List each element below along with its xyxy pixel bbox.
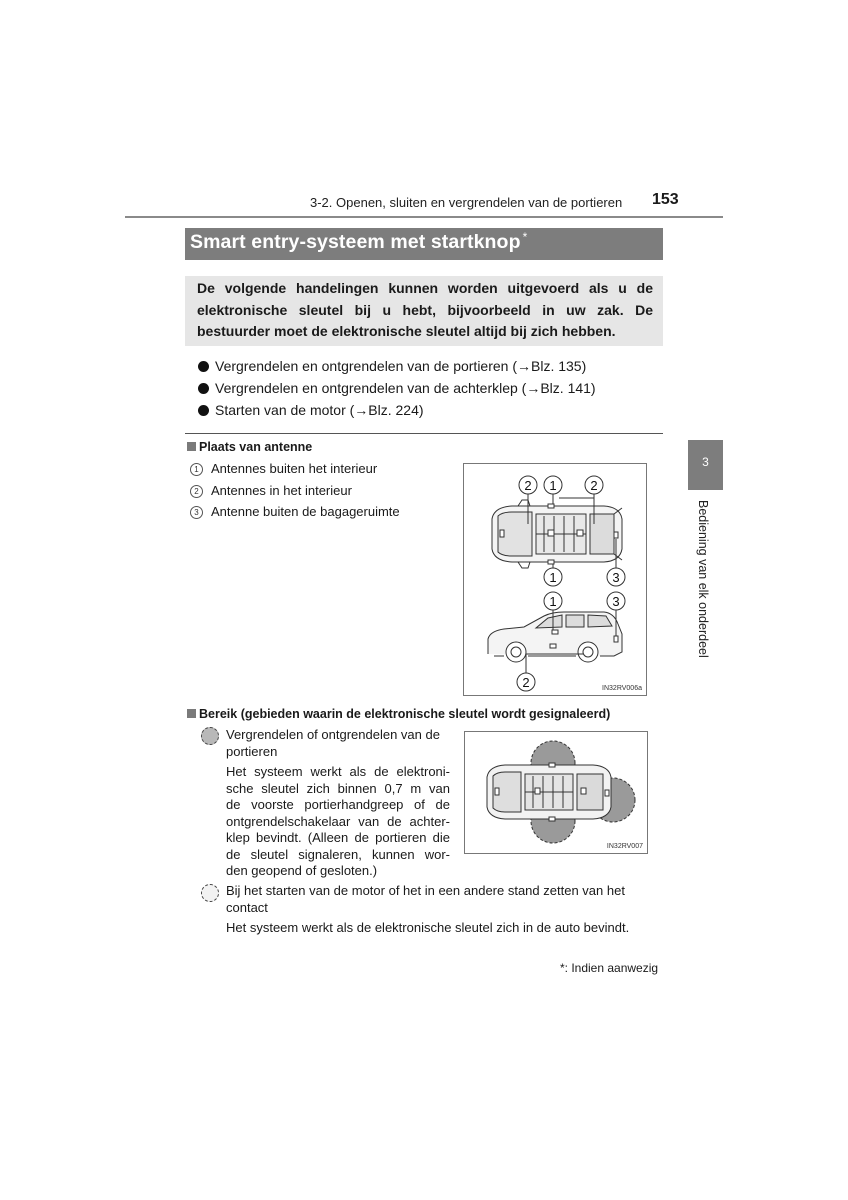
bullet-text: Starten van de motor (→Blz. 224) bbox=[215, 402, 424, 418]
callout-1-icon bbox=[544, 592, 562, 610]
range-item-1-desc-line: klep bevindt. (Alleen de portieren die bbox=[226, 830, 450, 845]
range-item-1-desc-line: Het systeem werkt als de elektroni- bbox=[226, 764, 450, 779]
bullet-dot-icon bbox=[198, 383, 209, 394]
callout-2-icon bbox=[585, 476, 603, 494]
range-dark-icon bbox=[201, 727, 219, 745]
range-heading-text: Bereik (gebieden waarin de elektronische sleutel wordt gesignaleerd) bbox=[199, 707, 611, 721]
callout-label: 2 bbox=[590, 478, 598, 493]
callout-label: 1 bbox=[549, 594, 557, 609]
header-rule bbox=[125, 216, 723, 218]
bullet-item bbox=[198, 380, 596, 396]
intro-text: De volgende handelingen kunnen worden uitgevoerd als u de elektronische sleutel bij u hebt, bijvoorbeeld in uw zak. De bestuurder moet de elektronische sleutel altijd bij zich hebben. bbox=[197, 280, 653, 339]
range-heading bbox=[187, 707, 610, 721]
circled-number-icon: 2 bbox=[190, 485, 203, 498]
range-item-1-title-line: portieren bbox=[226, 743, 278, 759]
callout-label: 1 bbox=[549, 478, 557, 493]
range-item-1-title-line: Vergrendelen of ontgrendelen van de bbox=[226, 727, 440, 742]
range-item-2 bbox=[226, 883, 666, 937]
antenna-item-label: Antennes in het interieur bbox=[211, 483, 352, 498]
callout-2-icon bbox=[519, 476, 537, 494]
footnote: *: Indien aanwezig bbox=[560, 961, 659, 975]
range-item-2-desc: Het systeem werkt als de elektronische sleutel zich in de auto bevindt. bbox=[226, 920, 630, 935]
car-range-diagram bbox=[465, 732, 647, 853]
antenna-item bbox=[190, 461, 377, 476]
range-item-1-desc-line: de voorste portierhandgreep of de bbox=[226, 797, 450, 812]
page-title bbox=[190, 231, 527, 254]
antenna-item-label: Antennes buiten het interieur bbox=[211, 461, 378, 476]
chapter-label bbox=[690, 500, 720, 680]
callout-3-icon bbox=[607, 592, 625, 610]
asterisk-mark: * bbox=[522, 230, 528, 244]
antenna-heading bbox=[187, 440, 312, 454]
range-light-icon bbox=[201, 884, 219, 902]
antenna-location-figure bbox=[463, 463, 647, 696]
range-item-2-title-line: contact bbox=[226, 899, 268, 915]
bullet-dot-icon bbox=[198, 361, 209, 372]
antenna-item-label: Antenne buiten de bagageruimte bbox=[211, 504, 400, 519]
bullet-item bbox=[198, 358, 586, 374]
bullet-text: Vergrendelen en ontgrendelen van de achterklep (→Blz. 141) bbox=[215, 380, 596, 396]
page-number: 153 bbox=[652, 191, 679, 208]
callout-label: 2 bbox=[524, 478, 532, 493]
section-rule bbox=[185, 433, 663, 434]
antenna-item bbox=[190, 483, 352, 498]
square-marker-icon bbox=[187, 442, 196, 451]
page-title-text: Smart entry-systeem met startknop bbox=[190, 231, 521, 253]
antenna-item bbox=[190, 504, 400, 519]
bullet-dot-icon bbox=[198, 405, 209, 416]
circled-number-icon: 3 bbox=[190, 506, 203, 519]
range-item-2-title-line: Bij het starten van de motor of het in een andere stand zetten van het bbox=[226, 883, 625, 898]
bullet-item bbox=[198, 402, 424, 418]
range-item-1-desc-line: sche sleutel zich binnen 0,7 m van bbox=[226, 780, 450, 796]
figure-code: IN32RV006a bbox=[602, 685, 642, 692]
callout-label: 2 bbox=[522, 675, 530, 690]
running-header: 3-2. Openen, sluiten en vergrendelen van de portieren bbox=[310, 195, 623, 210]
chapter-number: 3 bbox=[702, 455, 709, 469]
callout-label: 3 bbox=[612, 594, 620, 609]
figure-code: IN32RV007 bbox=[606, 843, 643, 850]
range-item-1 bbox=[226, 727, 450, 880]
callout-label: 3 bbox=[612, 570, 620, 585]
chapter-label-text: Bediening van elk onderdeel bbox=[696, 500, 710, 658]
range-item-1-desc-line: ontgrendelschakelaar van de achter- bbox=[226, 813, 450, 829]
callout-1-icon bbox=[544, 476, 562, 494]
range-item-1-desc-line: de sleutel signaleren, kunnen wor- bbox=[226, 846, 450, 862]
car-antenna-diagram bbox=[464, 464, 646, 695]
callout-label: 1 bbox=[549, 570, 557, 585]
bullet-text: Vergrendelen en ontgrendelen van de portieren (→Blz. 135) bbox=[215, 358, 587, 374]
square-marker-icon bbox=[187, 709, 196, 718]
range-item-1-desc-line: den geopend of gesloten.) bbox=[226, 863, 378, 878]
callout-1-icon bbox=[544, 568, 562, 586]
callout-2-icon bbox=[517, 673, 535, 691]
callout-3-icon bbox=[607, 568, 625, 586]
antenna-heading-text: Plaats van antenne bbox=[199, 440, 313, 454]
circled-number-icon: 1 bbox=[190, 463, 203, 476]
detection-range-figure bbox=[464, 731, 648, 854]
